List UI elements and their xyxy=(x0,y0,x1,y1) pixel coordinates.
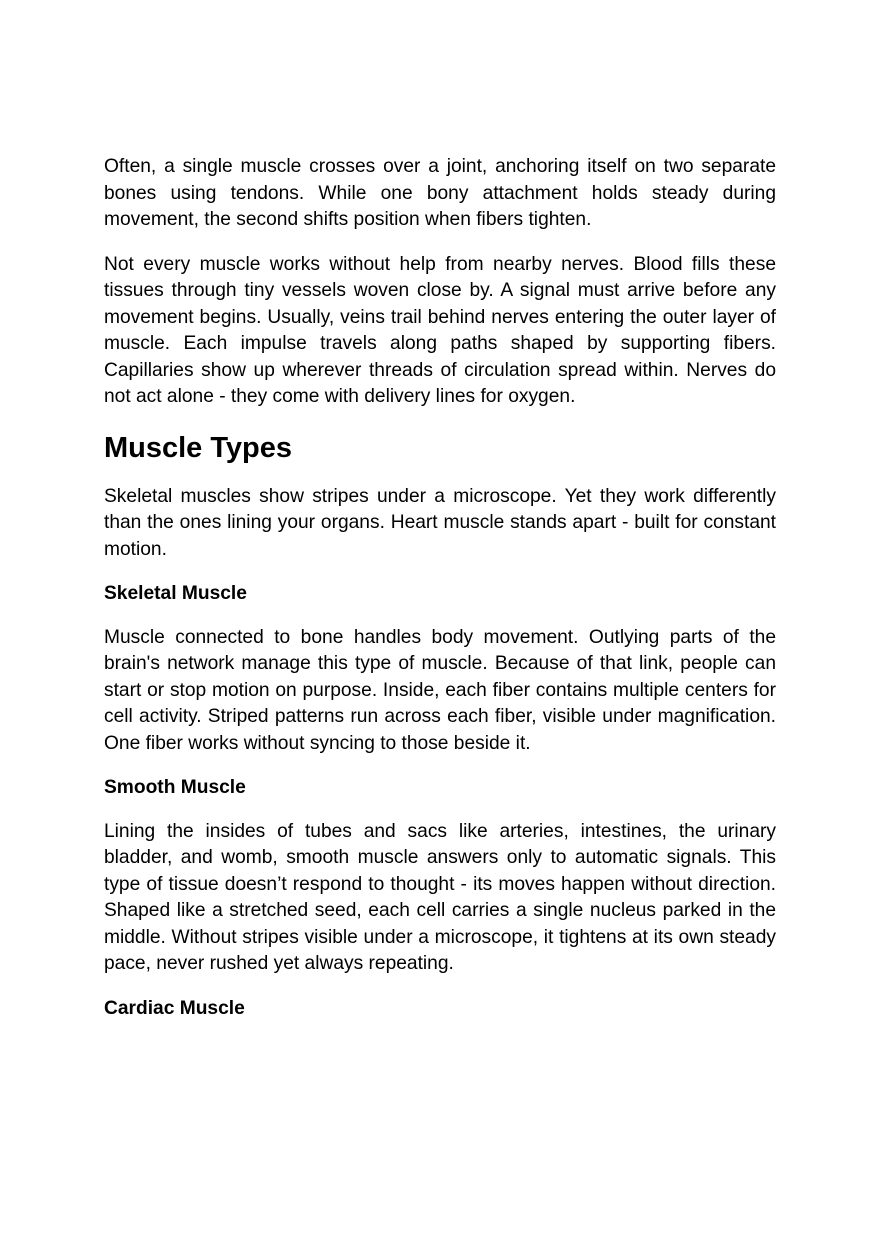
subsection-body-skeletal: Muscle connected to bone handles body movement. Outlying parts of the brain's network manage this type of muscle. Because of that link, people can start or stop motion on purpose. Inside, each fiber contains multiple centers for cell activity. Striped patterns run across each fiber, visible under magnification. One fiber works without syncing to those beside it. xyxy=(104,626,776,754)
subsection-body-smooth: Lining the insides of tubes and sacs like arteries, intestines, the urinary bladder, and womb, smooth muscle answers only to automatic signals. This type of tissue doesn’t respond to thought - its moves happen without direction. Shaped like a stretched seed, each cell carries a single nucleus parked in the middle. Without stripes visible under a microscope, it tightens at its own steady pace, never rushed yet always repeating. xyxy=(104,820,776,974)
section-heading-muscle-types: Muscle Types xyxy=(104,431,293,464)
document-page xyxy=(104,154,776,1039)
intro-paragraph-tendons: Often, a single muscle crosses over a joint, anchoring itself on two separate bones using tendons. While one bony attachment holds steady during movement, the second shifts position when fibers tighten. xyxy=(104,156,776,230)
subsection-heading-cardiac: Cardiac Muscle xyxy=(104,997,245,1019)
intro-paragraph-nerves: Not every muscle works without help from nearby nerves. Blood fills these tissues through tiny vessels woven close by. A signal must arrive before any movement begins. Usually, veins trail behind nerves entering the outer layer of muscle. Each impulse travels along paths shaped by supporting fibers. Capillaries show up wherever threads of circulation spread within. Nerves do not act alone - they come with delivery lines for oxygen. xyxy=(104,253,776,407)
section-intro-paragraph: Skeletal muscles show stripes under a microscope. Yet they work differently than the ones lining your organs. Heart muscle stands apart - built for constant motion. xyxy=(104,485,776,560)
subsection-heading-smooth: Smooth Muscle xyxy=(104,777,246,798)
subsection-heading-skeletal: Skeletal Muscle xyxy=(104,583,247,604)
